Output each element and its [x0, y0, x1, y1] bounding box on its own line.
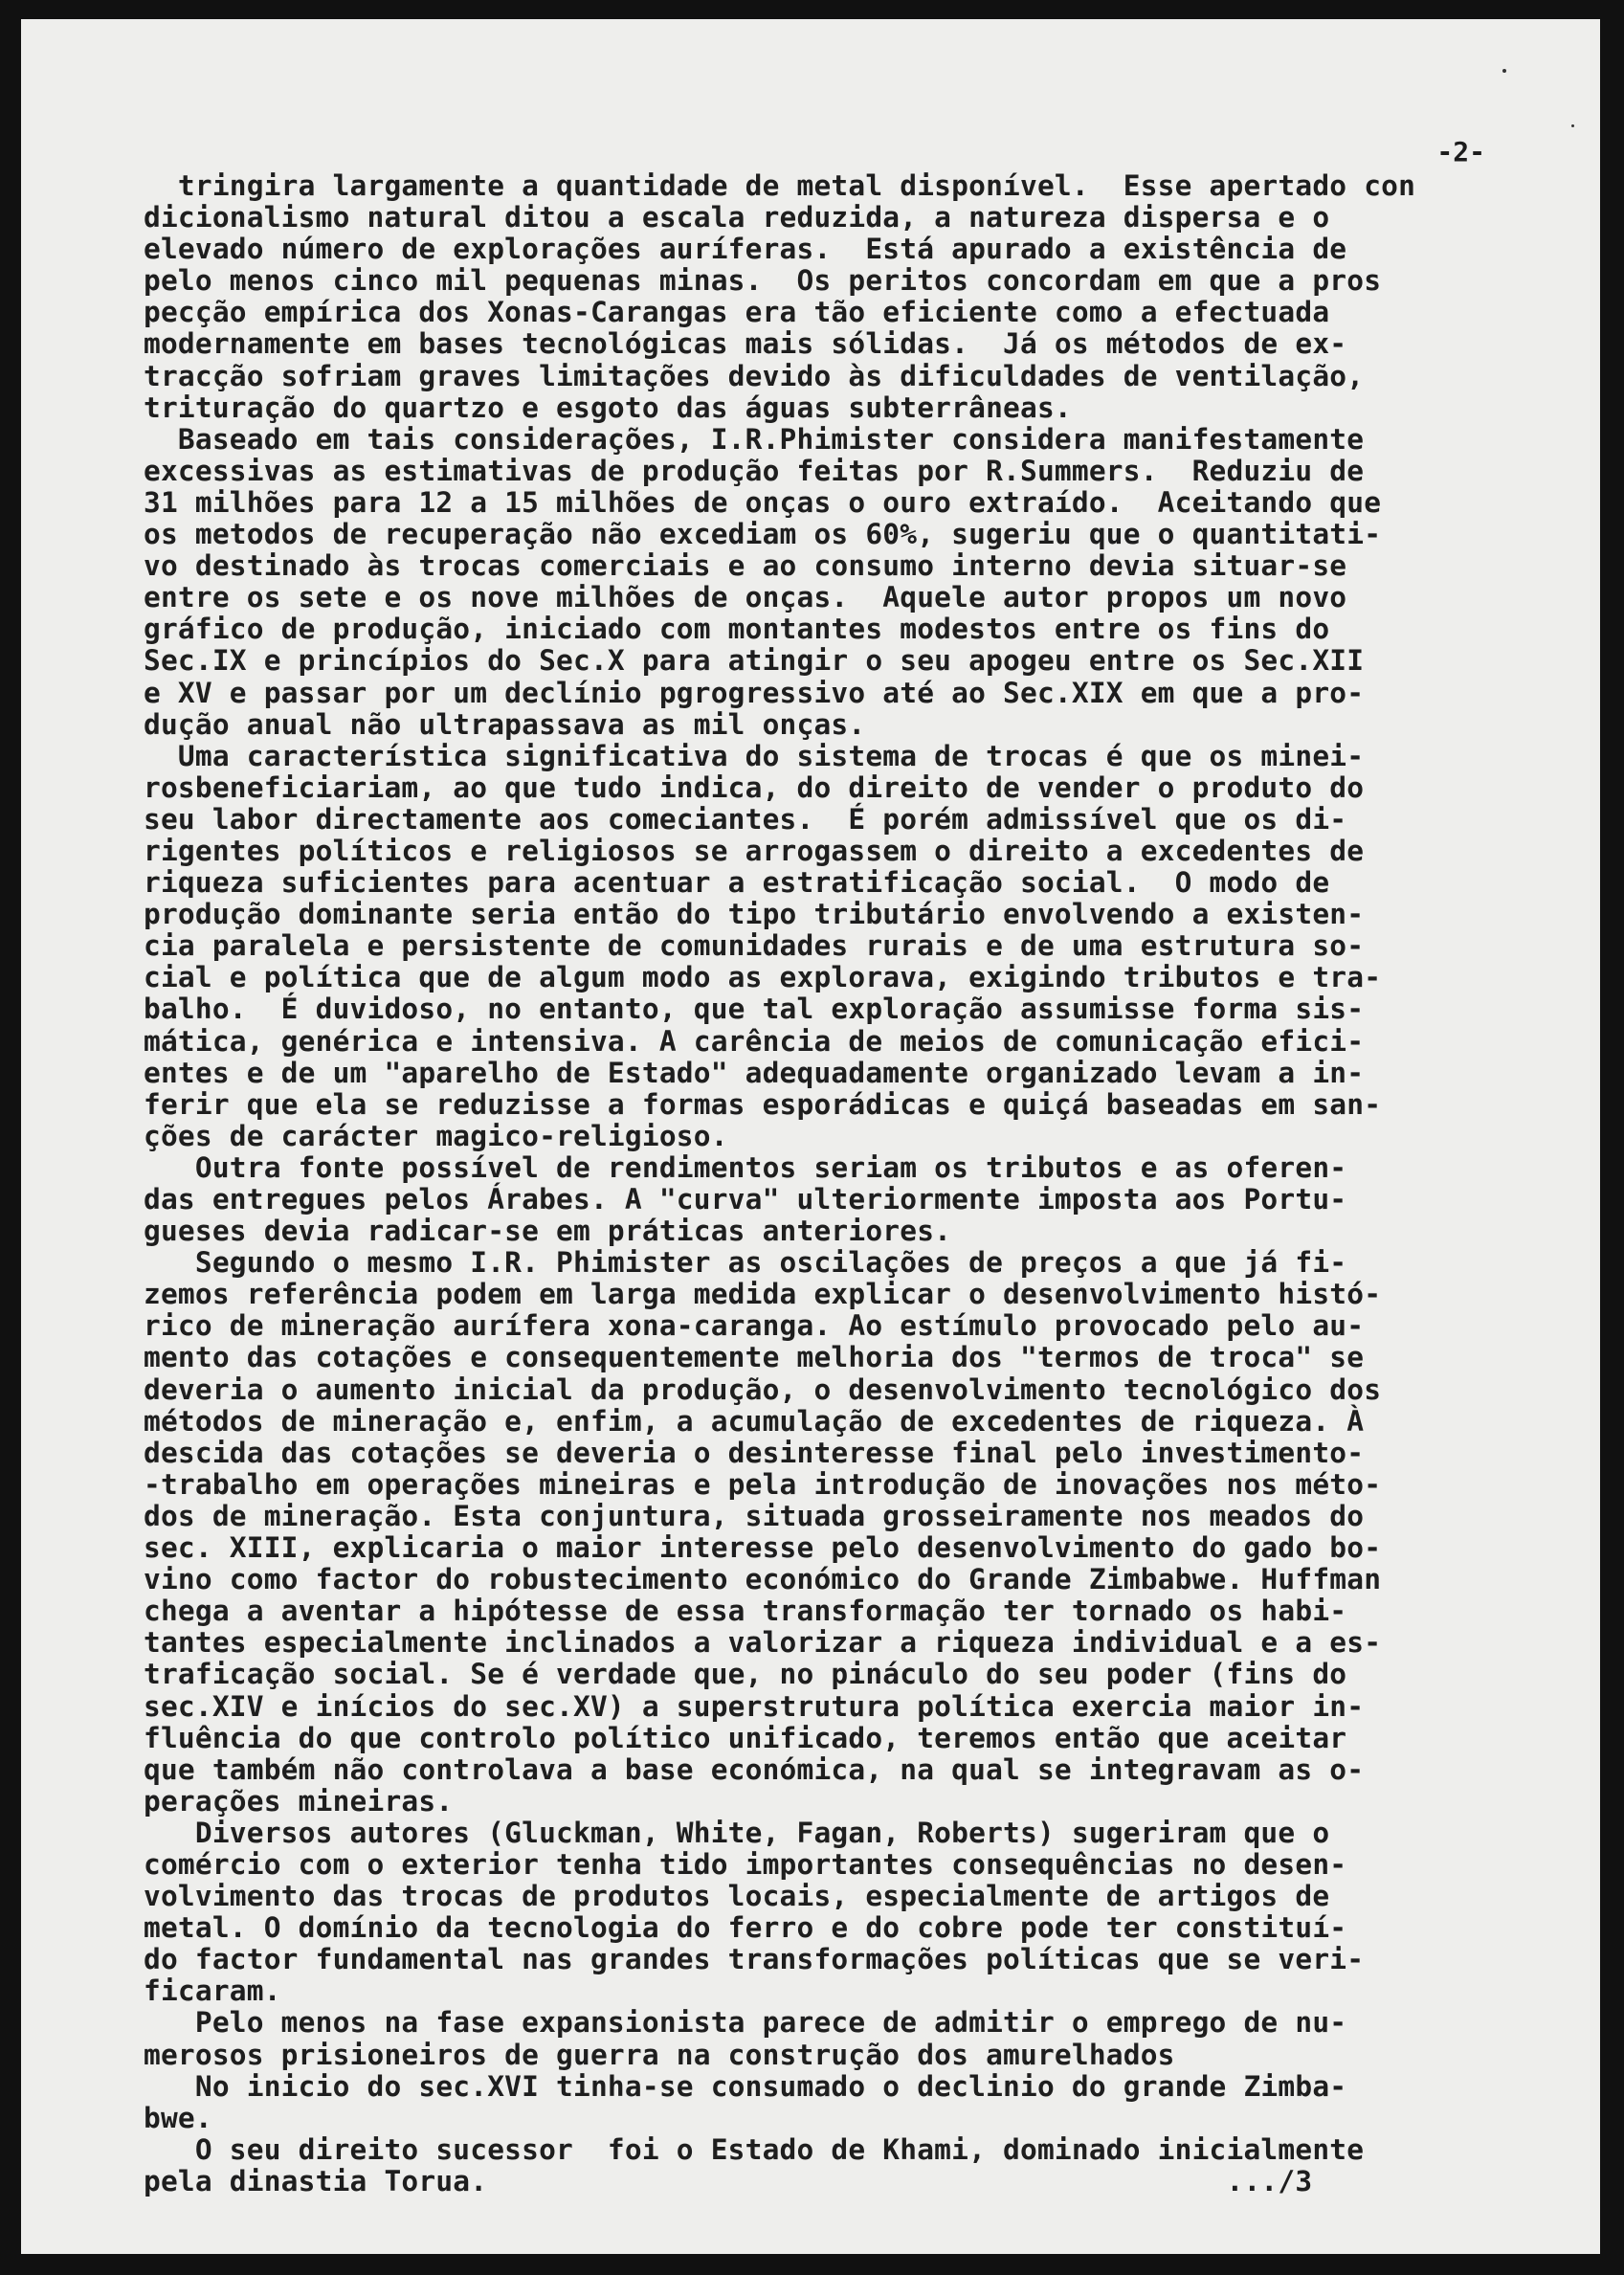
text-line: sec.XIV e inícios do sec.XV) a superstrutura política exercia maior in-: [144, 1689, 1365, 1723]
text-line: -trabalho em operações mineiras e pela introdução de inovações nos méto-: [144, 1467, 1382, 1501]
text-line: mento das cotações e consequentemente melhoria dos "termos de troca" se: [144, 1341, 1365, 1374]
text-line: modernamente em bases tecnológicas mais sólidas. Já os métodos de ex-: [144, 327, 1347, 361]
text-line: bwe.: [144, 2101, 212, 2134]
text-line: entes e de um "aparelho de Estado" adequadamente organizado levam a in-: [144, 1056, 1365, 1089]
text-line: rosbeneficiariam, ao que tudo indica, do direito de vender o produto do: [144, 770, 1365, 804]
text-line: tracção sofriam graves limitações devido às dificuldades de ventilação,: [144, 359, 1365, 392]
text-line: Diversos autores (Gluckman, White, Fagan, Roberts) sugeriram que o: [144, 1816, 1330, 1849]
text-line: trituração do quartzo e esgoto das águas subterrâneas.: [144, 390, 1072, 424]
body-text: [144, 170, 1550, 2197]
text-line: elevado número de explorações auríferas. Está apurado a existência de: [144, 233, 1347, 266]
text-line: metal. O domínio da tecnologia do ferro e do cobre pode ter constituí-: [144, 1911, 1347, 1945]
text-line: tringira largamente a quantidade de metal disponível. Esse apertado con: [144, 169, 1416, 202]
text-line: dicionalismo natural ditou a escala reduzida, a natureza dispersa e o: [144, 201, 1330, 234]
text-line: cial e política que de algum modo as explorava, exigindo tributos e tra-: [144, 961, 1382, 994]
text-line: os metodos de recuperação não excediam os 60%, sugeriu que o quantitati-: [144, 518, 1382, 551]
text-line: riqueza suficientes para acentuar a estratificação social. O modo de: [144, 866, 1330, 900]
text-line: vino como factor do robustecimento económico do Grande Zimbabwe. Huffman: [144, 1563, 1382, 1596]
text-line: cia paralela e persistente de comunidades rurais e de uma estrutura so-: [144, 929, 1365, 963]
text-line: ções de carácter magico-religioso.: [144, 1119, 728, 1152]
text-line: ficaram.: [144, 1974, 281, 2008]
text-line: pelo menos cinco mil pequenas minas. Os peritos concordam em que a pros: [144, 264, 1382, 298]
text-line: Uma característica significativa do sistema de trocas é que os minei-: [144, 739, 1365, 772]
text-line: descida das cotações se deveria o desinteresse final pelo investimento-: [144, 1436, 1365, 1469]
text-line: Baseado em tais considerações, I.R.Phimister considera manifestamente: [144, 422, 1365, 456]
typewritten-page: [21, 19, 1600, 2254]
text-line: pela dinastia Torua. .../3: [144, 2164, 1313, 2197]
text-line: gráfico de produção, iniciado com montantes modestos entre os fins do: [144, 613, 1330, 646]
text-line: produção dominante seria então do tipo tributário envolvendo a existen-: [144, 898, 1365, 931]
text-line: e XV e passar por um declínio pgrogressivo até ao Sec.XIX em que a pro-: [144, 676, 1365, 709]
text-line: vo destinado às trocas comerciais e ao consumo interno devia situar-se: [144, 549, 1347, 583]
text-line: seu labor directamente aos comeciantes. É porém admissível que os di-: [144, 802, 1347, 836]
text-line: pecção empírica dos Xonas-Carangas era tão eficiente como a efectuada: [144, 296, 1330, 329]
text-line: rigentes políticos e religiosos se arrogassem o direito a excedentes de: [144, 834, 1365, 867]
text-line: que também não controlava a base económica, na qual se integravam as o-: [144, 1752, 1365, 1786]
text-line: O seu direito sucessor foi o Estado de Khami, dominado inicialmente: [144, 2132, 1365, 2166]
text-line: das entregues pelos Árabes. A "curva" ulteriormente imposta aos Portu-: [144, 1183, 1347, 1216]
text-line: volvimento das trocas de produtos locais, especialmente de artigos de: [144, 1880, 1330, 1913]
text-line: chega a aventar a hipótesse de essa transformação ter tornado os habi-: [144, 1595, 1347, 1628]
ink-speck: [1571, 124, 1574, 127]
ink-speck: [1502, 69, 1506, 73]
text-line: mática, genérica e intensiva. A carência de meios de comunicação efici-: [144, 1024, 1365, 1058]
text-line: gueses devia radicar-se em práticas anteriores.: [144, 1215, 952, 1248]
text-line: entre os sete e os nove milhões de onças. Aquele autor propos um novo: [144, 581, 1347, 614]
text-line: Sec.IX e princípios do Sec.X para atingir o seu apogeu entre os Sec.XII: [144, 644, 1365, 678]
text-line: do factor fundamental nas grandes transformações políticas que se veri-: [144, 1943, 1365, 1976]
text-line: comércio com o exterior tenha tido importantes consequências no desen-: [144, 1847, 1347, 1881]
text-line: métodos de mineração e, enfim, a acumulação de excedentes de riqueza. À: [144, 1404, 1365, 1438]
text-line: No inicio do sec.XVI tinha-se consumado o declinio do grande Zimba-: [144, 2069, 1347, 2103]
text-line: fluência do que controlo político unificado, teremos então que aceitar: [144, 1721, 1347, 1754]
text-line: balho. É duvidoso, no entanto, que tal exploração assumisse forma sis-: [144, 993, 1365, 1026]
page-number: -2-: [1436, 136, 1485, 167]
text-line: deveria o aumento inicial da produção, o desenvolvimento tecnológico dos: [144, 1372, 1382, 1406]
text-line: Pelo menos na fase expansionista parece de admitir o emprego de nu-: [144, 2006, 1347, 2040]
text-line: 31 milhões para 12 a 15 milhões de onças o ouro extraído. Aceitando que: [144, 485, 1382, 519]
text-line: dos de mineração. Esta conjuntura, situada grosseiramente nos meados do: [144, 1499, 1365, 1532]
text-line: dução anual não ultrapassava as mil onças.: [144, 707, 866, 741]
text-line: Outra fonte possível de rendimentos seriam os tributos e as oferen-: [144, 1150, 1347, 1184]
text-line: tantes especialmente inclinados a valorizar a riqueza individual e a es-: [144, 1626, 1382, 1660]
text-line: excessivas as estimativas de produção feitas por R.Summers. Reduziu de: [144, 454, 1365, 487]
text-line: perações mineiras.: [144, 1784, 454, 1818]
text-line: traficação social. Se é verdade que, no pináculo do seu poder (fins do: [144, 1658, 1347, 1691]
text-line: merosos prisioneiros de guerra na construção dos amurelhados: [144, 2038, 1175, 2071]
text-line: sec. XIII, explicaria o maior interesse pelo desenvolvimento do gado bo-: [144, 1531, 1382, 1565]
text-line: rico de mineração aurífera xona-caranga. Ao estímulo provocado pelo au-: [144, 1309, 1365, 1343]
text-line: zemos referência podem em larga medida explicar o desenvolvimento histó-: [144, 1278, 1382, 1311]
text-line: ferir que ela se reduzisse a formas esporádicas e quiçá baseadas em san-: [144, 1087, 1382, 1121]
text-line: Segundo o mesmo I.R. Phimister as oscilações de preços a que já fi-: [144, 1246, 1347, 1280]
